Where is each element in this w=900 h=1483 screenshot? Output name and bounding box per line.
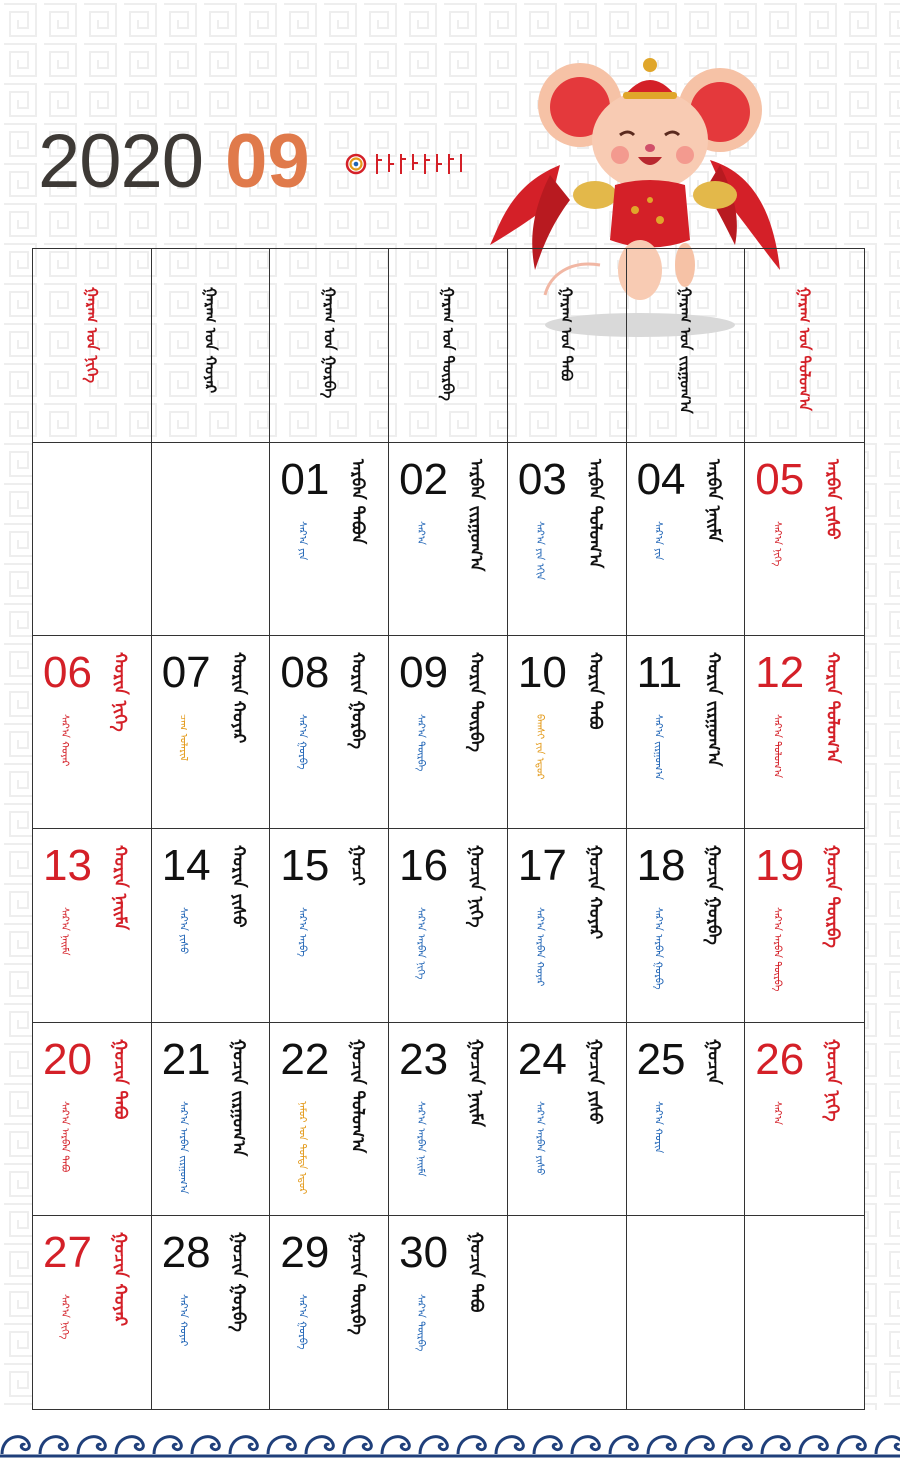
day-cell[interactable]	[33, 1216, 152, 1409]
lunar-date-label: ᠠᠷᠪᠠᠨ ᠳᠣᠯᠤᠭ᠎ᠠ	[584, 459, 605, 569]
weekday-label: ᠭᠠᠷᠠᠭ ᠤᠨ ᠲᠠᠪᠤ	[557, 287, 576, 382]
month-label: 09	[225, 119, 310, 204]
weekday-label: ᠭᠠᠷᠠᠭ ᠤᠨ ᠭᠤᠷᠪᠠ	[320, 287, 339, 399]
day-note: ᠪᠠᠭᠰᠢ ᠶᠢᠨ ᠡᠳᠦᠷ	[533, 714, 545, 780]
day-note: ᠨᠠᠮᠤᠷ ᠤᠨ ᠳᠤᠮᠳᠠ ᠡᠳᠦᠷ	[296, 1100, 308, 1194]
day-note: ᠰᠠᠷ᠎ᠠ ᠠᠷᠪᠠᠨ ᠲᠠᠪᠤ	[59, 1100, 70, 1172]
day-cell[interactable]	[270, 829, 389, 1022]
lunar-date-label: ᠬᠣᠷᠢᠨ ᠶᠢᠰᠦ	[228, 845, 249, 928]
day-cell[interactable]	[152, 636, 271, 829]
day-cell[interactable]	[745, 829, 864, 1022]
day-note: ᠰᠠᠷ᠎ᠠ ᠳᠥᠷᠪᠡ	[415, 714, 427, 772]
weekday-header-cell	[33, 249, 152, 443]
lunar-date-label: ᠭᠤᠴᠢᠨ ᠭᠤᠷᠪᠠ	[228, 1231, 249, 1332]
day-cell[interactable]	[389, 829, 508, 1022]
lunar-date-label: ᠠᠷᠪᠠᠨ ᠲᠠᠪᠤᠨ	[347, 459, 368, 545]
day-cell[interactable]	[508, 443, 627, 636]
day-note: ᠰᠠᠷ᠎ᠠ ᠠᠷᠪᠠᠨ ᠳᠥᠷᠪᠡ	[771, 907, 783, 992]
day-number: 14	[161, 841, 211, 891]
day-note: ᠰᠠᠷ᠎ᠠ ᠠᠷᠪᠠᠨ ᠬᠣᠶᠠᠷ	[533, 907, 545, 987]
lunar-date-label: ᠭᠤᠴᠢᠨ ᠨᠠᠢᠮᠠ	[466, 1038, 487, 1127]
lunar-date-label: ᠬᠣᠷᠢᠨ ᠭᠤᠷᠪᠠ	[347, 652, 368, 750]
brand-logo-icon	[345, 153, 367, 175]
weekday-label: ᠭᠠᠷᠠᠭ ᠤᠨ ᠳᠥᠷᠪᠡ	[438, 287, 457, 401]
day-number: 10	[517, 648, 567, 698]
day-number: 09	[399, 648, 449, 698]
day-number: 11	[636, 648, 683, 698]
day-note: ᠴᠠᠭ ᠤᠯᠠᠷᠢᠯ	[177, 714, 189, 762]
day-number: 08	[280, 648, 330, 698]
day-number: 29	[280, 1227, 330, 1277]
lunar-date-label: ᠭᠤᠴᠢ	[347, 845, 368, 887]
empty-day-cell	[627, 1216, 746, 1409]
day-cell[interactable]	[270, 1216, 389, 1409]
day-number: 12	[755, 648, 805, 698]
day-number: 03	[517, 455, 567, 504]
day-number: 25	[636, 1034, 686, 1084]
day-number: 17	[517, 841, 567, 891]
day-cell[interactable]	[270, 443, 389, 636]
lunar-date-label: ᠭᠤᠴᠢᠨ ᠵᠢᠷᠭᠤᠭ᠎ᠠ	[228, 1038, 249, 1156]
day-number: 13	[43, 841, 92, 891]
empty-day-cell	[508, 1216, 627, 1409]
empty-day-cell	[152, 443, 271, 636]
day-note: ᠰᠠᠷ᠎ᠠ ᠠᠷᠪᠠᠨ ᠭᠤᠷᠪᠠ	[652, 907, 664, 991]
weekday-header-cell	[152, 249, 271, 443]
day-cell[interactable]	[33, 829, 152, 1022]
day-note: ᠰᠠᠷ᠎ᠠ ᠳᠣᠯᠤᠭ᠎ᠠ	[771, 714, 783, 779]
empty-day-cell	[33, 443, 152, 636]
day-number: 24	[517, 1034, 567, 1084]
weekday-label: ᠭᠠᠷᠠᠭ ᠤᠨ ᠳᠣᠯᠤᠭ᠎ᠠ	[795, 287, 814, 411]
brand-mark	[345, 150, 471, 178]
lunar-date-label: ᠭᠤᠴᠢᠨ ᠭᠤᠷᠪᠠ	[703, 845, 724, 946]
lunar-date-label: ᠬᠣᠷᠢᠨ ᠨᠢᠭᠡ	[110, 652, 130, 732]
day-cell[interactable]	[745, 636, 864, 829]
lunar-date-label: ᠠᠷᠪᠠᠨ ᠨᠠᠢᠮᠠ	[703, 459, 724, 542]
day-number: 02	[399, 455, 449, 504]
day-cell[interactable]	[389, 443, 508, 636]
day-number: 23	[399, 1034, 449, 1084]
day-cell[interactable]	[627, 1023, 746, 1216]
day-note: ᠰᠠᠷ᠎ᠠ ᠨᠢᠭᠡ	[771, 521, 783, 567]
day-number: 20	[43, 1034, 92, 1084]
day-number: 16	[399, 841, 449, 891]
lunar-date-label: ᠠᠷᠪᠠᠨ ᠶᠢᠰᠦ	[822, 459, 843, 540]
weekday-label: ᠭᠠᠷᠠᠭ ᠤᠨ ᠵᠢᠷᠭᠤᠭ᠎ᠠ	[676, 287, 695, 414]
day-cell[interactable]	[33, 636, 152, 829]
day-note: ᠰᠠᠷ᠎ᠠ ᠨᠠᠢᠮᠠ	[59, 907, 70, 956]
day-cell[interactable]	[270, 636, 389, 829]
day-cell[interactable]	[627, 443, 746, 636]
day-cell[interactable]	[152, 1216, 271, 1409]
day-note: ᠰᠠᠷ᠎ᠠ ᠬᠣᠷᠢᠨ	[652, 1100, 664, 1153]
lunar-date-label: ᠭᠤᠴᠢᠨ ᠳᠥᠷᠪᠡ	[822, 845, 843, 949]
day-note: ᠰᠠᠷ᠎ᠠ ᠶᠢᠨ	[652, 521, 664, 561]
calendar-grid	[32, 248, 865, 1410]
day-cell[interactable]	[627, 829, 746, 1022]
day-note: ᠰᠠᠷ᠎ᠠ ᠵᠢᠷᠭᠤᠭ᠎ᠠ	[652, 714, 664, 781]
day-number: 01	[280, 455, 330, 504]
day-number: 28	[161, 1227, 211, 1277]
day-note: ᠰᠠᠷ᠎ᠠ ᠶᠢᠨ	[296, 521, 308, 561]
day-note: ᠰᠠᠷ᠎ᠠ	[415, 521, 427, 545]
weekday-header-cell	[627, 249, 746, 443]
day-number: 22	[280, 1034, 330, 1084]
day-number: 19	[755, 841, 805, 891]
lunar-date-label: ᠭᠤᠴᠢᠨ ᠨᠢᠭᠡ	[466, 845, 487, 928]
day-cell[interactable]	[508, 1023, 627, 1216]
day-note: ᠰᠠᠷ᠎ᠠ ᠭᠤᠷᠪᠠ	[296, 1293, 308, 1350]
day-note: ᠰᠠᠷ᠎ᠠ ᠠᠷᠪᠠᠨ ᠵᠢᠷᠭᠤᠭ᠎ᠠ	[177, 1100, 189, 1194]
day-note: ᠰᠠᠷ᠎ᠠ ᠶᠢᠨ ᠡᠬᠢᠨ	[533, 521, 545, 581]
lunar-date-label: ᠬᠣᠷᠢᠨ ᠨᠠᠢᠮᠠ	[110, 845, 130, 931]
lunar-date-label: ᠭᠤᠴᠢᠨ ᠲᠠᠪᠤ	[110, 1038, 130, 1120]
day-number: 18	[636, 841, 686, 891]
lunar-date-label: ᠭᠤᠴᠢᠨ ᠶᠢᠰᠦ	[584, 1038, 605, 1125]
day-note: ᠰᠠᠷ᠎ᠠ ᠬᠣᠶᠠᠷ	[177, 1293, 189, 1346]
day-number: 05	[755, 455, 805, 504]
lunar-date-label: ᠭᠤᠴᠢᠨ ᠬᠣᠶᠠᠷ	[110, 1231, 130, 1326]
lunar-date-label: ᠬᠣᠷᠢᠨ ᠲᠠᠪᠤ	[584, 652, 605, 730]
lunar-date-label: ᠭᠤᠴᠢᠨ ᠨᠢᠭᠡ	[822, 1038, 843, 1122]
lunar-date-label: ᠠᠷᠪᠠᠨ ᠵᠢᠷᠭᠤᠭ᠎ᠠ	[466, 459, 487, 572]
day-note: ᠰᠠᠷ᠎ᠠ ᠨᠢᠭᠡ	[59, 1293, 70, 1340]
day-note: ᠰᠠᠷ᠎ᠠ ᠬᠣᠶᠠᠷ	[59, 714, 70, 767]
day-number: 07	[161, 648, 211, 698]
weekday-header-cell	[270, 249, 389, 443]
weekday-label: ᠭᠠᠷᠠᠭ ᠤᠨ ᠨᠢᠭᠡ	[82, 287, 101, 383]
weekday-label: ᠭᠠᠷᠠᠭ ᠤᠨ ᠬᠣᠶᠠᠷ	[201, 287, 220, 394]
day-number: 26	[755, 1034, 805, 1084]
lunar-date-label: ᠭᠤᠴᠢᠨ ᠳᠥᠷᠪᠡ	[347, 1231, 368, 1335]
day-number: 04	[636, 455, 686, 504]
day-note: ᠰᠠᠷ᠎ᠠ ᠳᠥᠷᠪᠡ	[415, 1293, 427, 1352]
day-note: ᠰᠠᠷ᠎ᠠ ᠶᠢᠰᠦ	[177, 907, 189, 955]
empty-day-cell	[745, 1216, 864, 1409]
day-number: 06	[43, 648, 92, 698]
weekday-header-cell	[389, 249, 508, 443]
weekday-header-cell	[508, 249, 627, 443]
day-cell[interactable]	[745, 443, 864, 636]
day-note: ᠰᠠᠷ᠎ᠠ ᠠᠷᠪᠠ	[296, 907, 308, 958]
day-cell[interactable]	[33, 1023, 152, 1216]
day-cell[interactable]	[389, 1023, 508, 1216]
day-cell[interactable]	[627, 636, 746, 829]
day-number: 21	[161, 1034, 211, 1084]
day-cell[interactable]	[152, 829, 271, 1022]
lunar-date-label: ᠬᠣᠷᠢᠨ ᠬᠣᠶᠠᠷ	[228, 652, 249, 744]
day-number: 30	[399, 1227, 449, 1277]
lunar-date-label: ᠬᠣᠷᠢᠨ ᠳᠥᠷᠪᠡ	[466, 652, 487, 753]
day-cell[interactable]	[389, 1216, 508, 1409]
day-note: ᠰᠠᠷ᠎ᠠ ᠠᠷᠪᠠᠨ ᠶᠢᠰᠦ	[533, 1100, 545, 1175]
day-cell[interactable]	[389, 636, 508, 829]
lunar-date-label: ᠭᠤᠴᠢᠨ ᠬᠣᠶᠠᠷ	[584, 845, 605, 940]
wave-border-decoration	[0, 1428, 900, 1458]
day-cell[interactable]	[508, 636, 627, 829]
lunar-date-label: ᠭᠤᠴᠢᠨ ᠲᠠᠪᠤ	[466, 1231, 487, 1313]
day-note: ᠰᠠᠷ᠎ᠠ	[771, 1100, 783, 1125]
day-number: 15	[280, 841, 330, 891]
lunar-date-label: ᠬᠣᠷᠢᠨ ᠵᠢᠷᠭᠤᠭ᠎ᠠ	[703, 652, 724, 767]
day-note: ᠰᠠᠷ᠎ᠠ ᠠᠷᠪᠠᠨ ᠨᠢᠭᠡ	[415, 907, 427, 980]
day-cell[interactable]	[745, 1023, 864, 1216]
lunar-date-label: ᠬᠣᠷᠢᠨ ᠳᠣᠯᠤᠭ᠎ᠠ	[822, 652, 843, 764]
day-note: ᠰᠠᠷ᠎ᠠ ᠠᠷᠪᠠᠨ ᠨᠠᠢᠮᠠ	[415, 1100, 427, 1177]
day-number: 27	[43, 1227, 92, 1277]
lunar-date-label: ᠭᠤᠴᠢᠨ ᠳᠣᠯᠤᠭ᠎ᠠ	[347, 1038, 368, 1153]
weekday-header-cell	[745, 249, 864, 443]
lunar-date-label: ᠭᠤᠴᠢᠨ	[703, 1038, 724, 1085]
brand-script-logo	[371, 150, 471, 178]
day-cell[interactable]	[508, 829, 627, 1022]
day-cell[interactable]	[152, 1023, 271, 1216]
calendar-header	[38, 100, 310, 204]
year-label: 2020	[38, 119, 204, 204]
day-cell[interactable]	[270, 1023, 389, 1216]
day-note: ᠰᠠᠷ᠎ᠠ ᠭᠤᠷᠪᠠ	[296, 714, 308, 770]
